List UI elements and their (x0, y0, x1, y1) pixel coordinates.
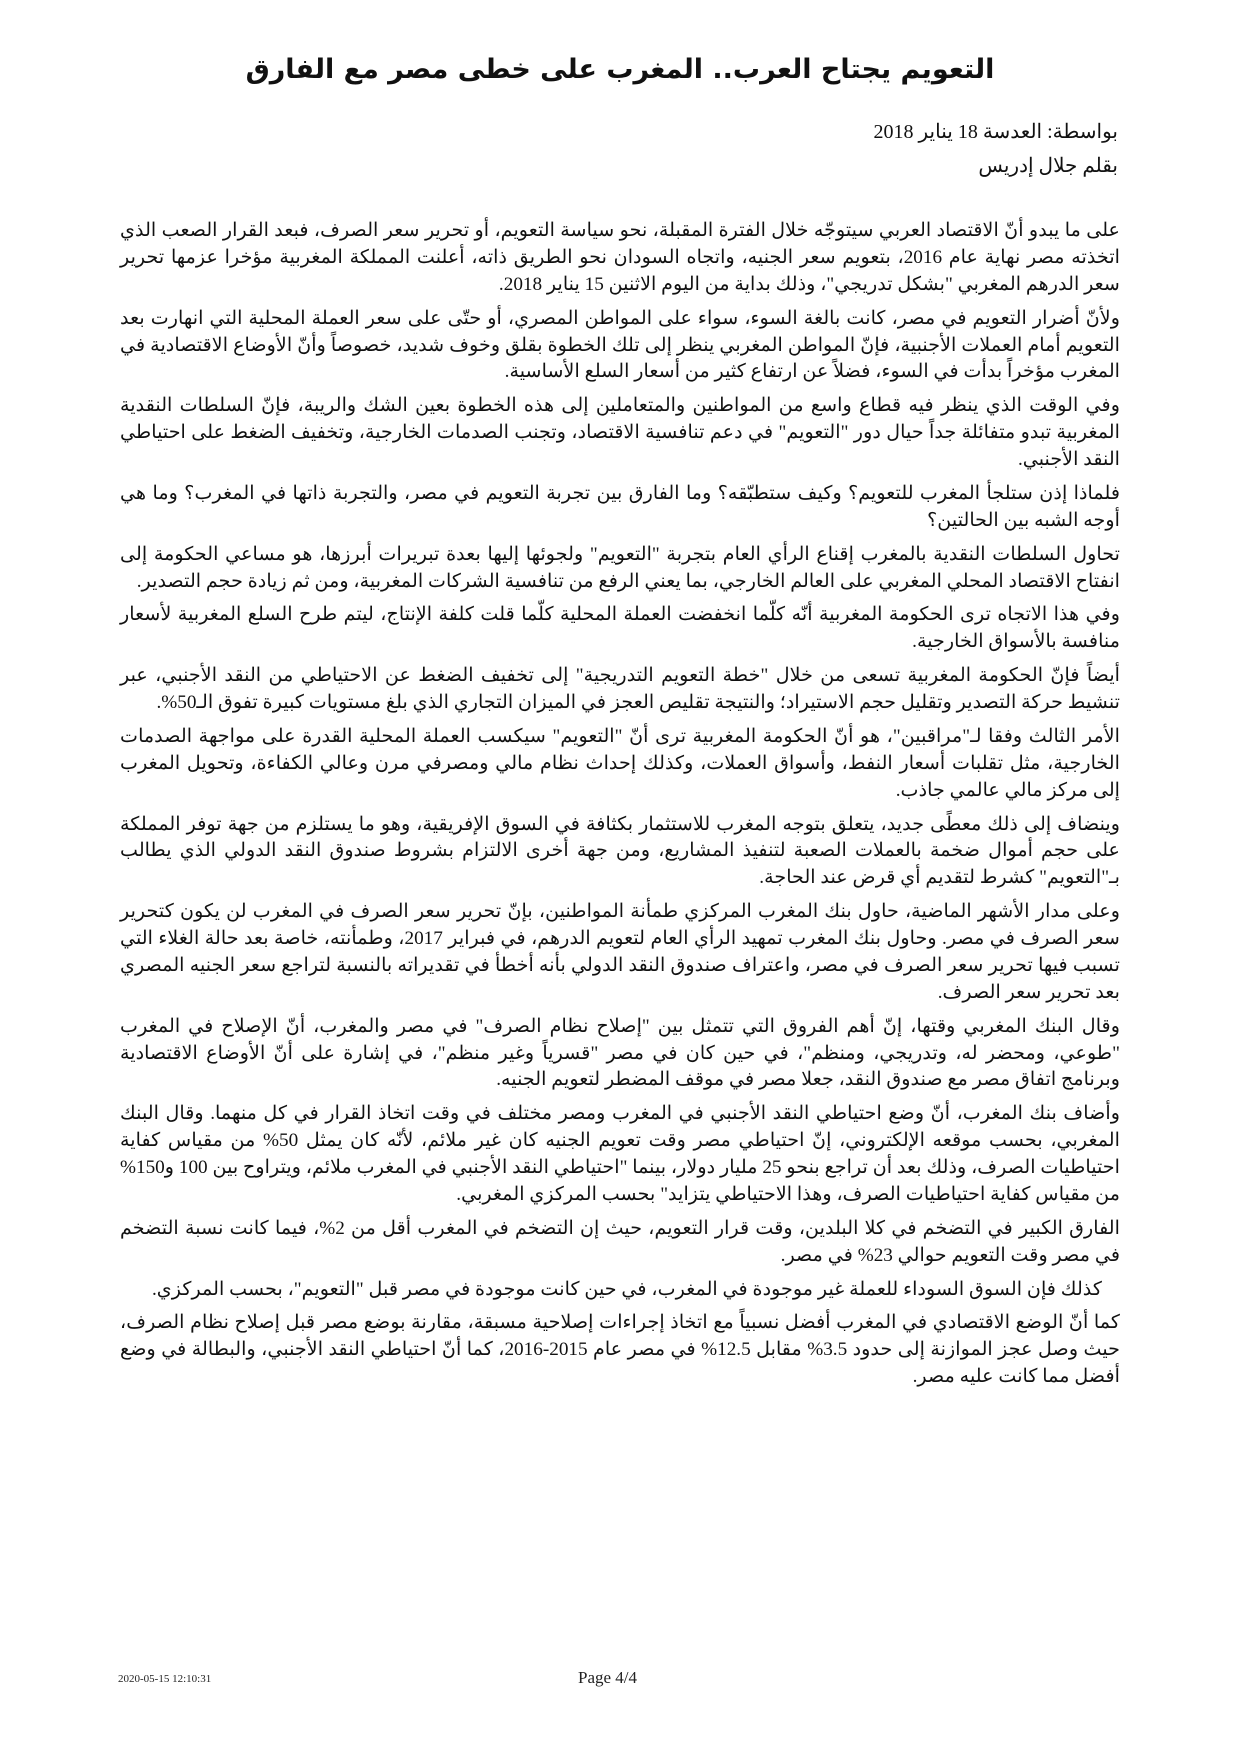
paragraph-production-cost: وفي هذا الاتجاه ترى الحكومة المغربية أنّه كلّما انخفضت العملة المحلية كلّما قلت كلفة الإنتاج، ليتم طرح السلع المغربية لأسعار منافسة بالأسواق الخارجية. (120, 604, 1120, 653)
paragraph-africa-investment: وينضاف إلى ذلك معطًى جديد، يتعلق بتوجه المغرب للاستثمار بكثافة في السوق الإفريقية، وهو ما يستلزم من جهة توفر المملكة على حجم أموال ضخمة بالعملات الصعبة لتنفيذ المشاريع، ومن جهة أخرى الالتزام بشروط صندوق النقد الدولي الذي يطالب بـ"التعويم" كشرط لتقديم أي قرض عند الحاجة. (120, 813, 1120, 889)
paragraph-reserves: أيضاً فإنّ الحكومة المغربية تسعى من خلال "خطة التعويم التدريجية" إلى تخفيف الضغط عن الاحتياطي من النقد الأجنبي، عبر تنشيط حركة التصدير وتقليل حجم الاستيراد؛ والنتيجة تقليص العجز في الميزان التجاري الذي بلغ مستويات كبيرة تفوق الـ50%. (120, 665, 1120, 713)
paragraph-black-market: كذلك فإن السوق السوداء للعملة غير موجودة في المغرب، في حين كانت موجودة في مصر قبل "التعويم"، بحسب المركزي. (151, 1278, 1102, 1300)
byline: بواسطة: العدسة 18 يناير 2018 (873, 121, 1118, 143)
paragraph-skepticism: وفي الوقت الذي ينظر فيه قطاع واسع من المواطنين والمتعاملين إلى هذه الخطوة بعين الشك والريبة، فإنّ السلطات النقدية المغربية تبدو متفائلة جداً حيال دور "التعويم" في دعم تنافسية الاقتصاد، وتجنب الصدمات الخارجية، وتخفيف الضغط على احتياطي النقد الأجنبي. (120, 395, 1120, 470)
print-timestamp: 2020-05-15 12:10:31 (118, 1673, 212, 1685)
paragraph-egypt-damage: ولأنّ أضرار التعويم في مصر، كانت بالغة السوء، سواء على المواطن المصري، أو حتّى على سعر العملة المحلية التي انهارت بعد التعويم أمام العملات الأجنبية، فإنّ المواطن المغربي ينظر إلى تلك الخطوة بقلق وخوف شديد، خصوصاً وأنّ الأوضاع الاقتصادية في المغرب مؤخراً بدأت في السوء، فضلاً عن ارتفاع كثير من أسعار السلع الأساسية. (120, 307, 1120, 383)
author-line: بقلم جلال إدريس (978, 155, 1118, 177)
page-number: Page 4/4 (578, 1668, 638, 1687)
article-body (120, 218, 1120, 1398)
paragraph-intro: على ما يبدو أنّ الاقتصاد العربي سيتوجّه خلال الفترة المقبلة، نحو سياسة التعويم، أو تحرير سعر الصرف، فبعد القرار الصعب الذي اتخذته مصر نهاية عام 2016، بتعويم سعر الجنيه، واتجاه السودان نحو الطريق ذاته، أعلنت المملكة المغربية مؤخرا عزمها تحرير سعر الدرهم المغربي "بشكل تدريجي"، وذلك بداية من اليوم الاثنين 15 يناير 2018. (120, 220, 1120, 295)
paragraph-central-bank-reassurance: وعلى مدار الأشهر الماضية، حاول بنك المغرب المركزي طمأنة المواطنين، بإنّ تحرير سعر الصرف في المغرب لن يكون كتحرير سعر الصرف في مصر. وحاول بنك المغرب تمهيد الرأي العام لتعويم الدرهم، في فبراير 2017، وطمأنته، خاصة بعد حالة الغلاء التي تسبب فيها تحرير سعر الصرف في مصر، واعتراف صندوق النقد الدولي بأنه أخطأ في تقديراته بالنسبة لتراجع سعر الجنيه المصري بعد تحرير سعر الصرف. (120, 901, 1120, 1003)
paragraph-justifications: تحاول السلطات النقدية بالمغرب إقناع الرأي العام بتجربة "التعويم" ولجوئها إليها بعدة تبريرات أبرزها، هو مساعي الحكومة إلى انفتاح الاقتصاد المحلي المغربي على العالم الخارجي، بما يعني الرفع من تنافسية الشركات المغربية، ومن ثم زيادة حجم التصدير. (120, 543, 1120, 592)
paragraph-inflation: الفارق الكبير في التضخم في كلا البلدين، وقت قرار التعويم، حيث إن التضخم في المغرب أقل من 2%، فيما كانت نسبة التضخم في مصر وقت التعويم حوالي 23% في مصر. (120, 1217, 1120, 1266)
article-title: التعويم يجتاح العرب.. المغرب على خطى مصر مع الفارق (245, 54, 995, 85)
paragraph-differences: وقال البنك المغربي وقتها، إنّ أهم الفروق التي تتمثل بين "إصلاح نظام الصرف" في مصر والمغرب، أنّ الإصلاح في المغرب "طوعي، ومحضر له، وتدريجي، ومنظم"، في حين كان في مصر "قسرياً وغير منظم"، في إشارة على أنّ الأوضاع الاقتصادية وبرنامج اتفاق مصر مع صندوق النقد، جعلا مصر في موقف المضطر لتعويم الجنيه. (120, 1015, 1120, 1091)
paragraph-shocks: الأمر الثالث وفقا لـ"مراقبين"، هو أنّ الحكومة المغربية ترى أنّ "التعويم" سيكسب العملة المحلية القدرة على مواجهة الصدمات الخارجية، مثل تقلبات أسعار النفط، وأسواق العملات، وكذلك إحداث نظام مالي ومصرفي مرن وعالي الكفاءة، وتحويل المغرب إلى مركز مالي عالمي جاذب. (120, 725, 1120, 801)
paragraph-economic-situation: كما أنّ الوضع الاقتصادي في المغرب أفضل نسبياً مع اتخاذ إجراءات إصلاحية مسبقة، مقارنة بوضع مصر قبل إصلاح نظام الصرف، حيث وصل عجز الموازنة إلى حدود 3.5% مقابل 12.5% في مصر عام 2015-2016، كما أنّ احتياطي النقد الأجنبي، والبطالة في وضع أفضل مما كانت عليه مصر. (120, 1312, 1121, 1388)
paragraph-reserve-adequacy: وأضاف بنك المغرب، أنّ وضع احتياطي النقد الأجنبي في المغرب ومصر مختلف في وقت اتخاذ القرار في كل منهما. وقال البنك المغربي، بحسب موقعه الإلكتروني، إنّ احتياطي مصر وقت تعويم الجنيه كان غير ملائم، لأنّه كان يمثل 50% من مقياس كفاية احتياطيات الصرف، وذلك بعد أن تراجع بنحو 25 مليار دولار، بينما "احتياطي النقد الأجنبي في المغرب ملائم، ويتراوح بين 100 و150% من مقياس كفاية احتياطيات الصرف، وهذا الاحتياطي يتزايد" بحسب المركزي المغربي. (120, 1103, 1120, 1205)
paragraph-questions: فلماذا إذن ستلجأ المغرب للتعويم؟ وكيف ستطبّقه؟ وما الفارق بين تجربة التعويم في مصر، والتجربة ذاتها في المغرب؟ وما هي أوجه الشبه بين الحالتين؟ (120, 482, 1120, 531)
article-meta (120, 118, 1118, 186)
